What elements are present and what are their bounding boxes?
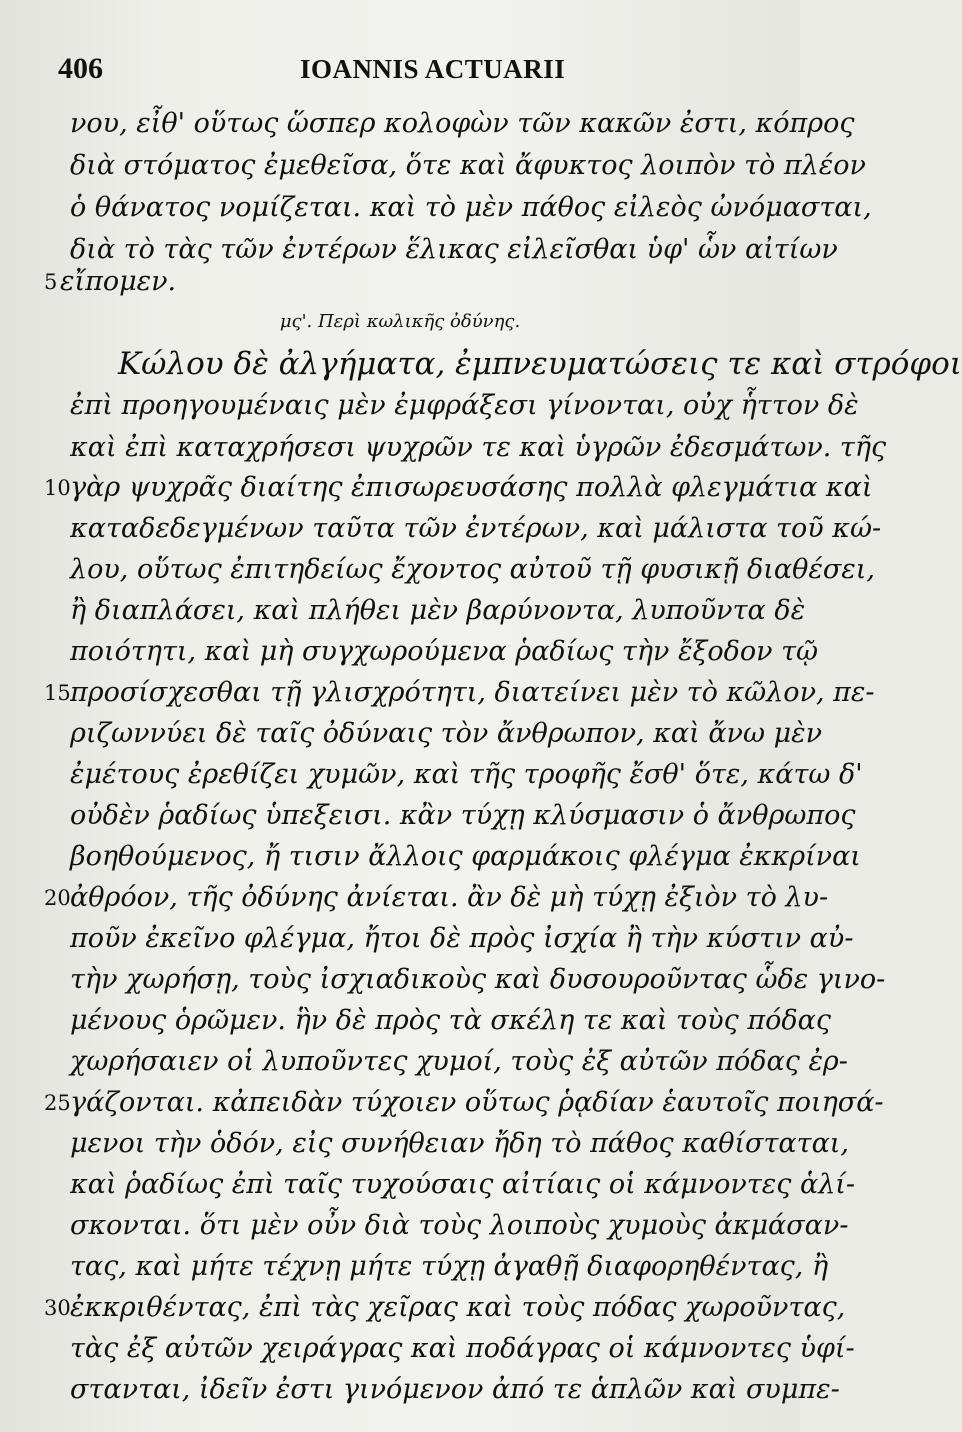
- text-line: ἐμέτους ἐρεθίζει χυμῶν, καὶ τῆς τροφῆς ἔσθ' ὅτε, κάτω δ': [70, 759, 863, 790]
- line-number: 10: [44, 476, 71, 500]
- text-line: στανται, ἰδεῖν ἐστι γινόμενον ἀπό τε ἁπλῶν καὶ συμπε-: [70, 1374, 840, 1405]
- page-number: 406: [58, 52, 103, 85]
- text-line: καταδεδεγμένων ταῦτα τῶν ἐντέρων, καὶ μάλιστα τοῦ κώ-: [70, 513, 882, 544]
- text-line: διὰ στόματος ἐμεθεῖσα, ὅτε καὶ ἄφυκτος λοιπὸν τὸ πλέον: [70, 150, 866, 181]
- text-line: τας, καὶ μήτε τέχνῃ μήτε τύχῃ ἀγαθῇ διαφορηθέντας, ἢ: [70, 1251, 829, 1282]
- text-line: εἴπομεν.: [60, 266, 177, 297]
- text-line: διὰ τὸ τὰς τῶν ἐντέρων ἕλικας εἰλεῖσθαι ὑφ' ὧν αἰτίων: [70, 234, 838, 265]
- text-line: νου, εἶθ' οὕτως ὥσπερ κολοφὼν τῶν κακῶν ἐστι, κόπρος: [70, 108, 855, 139]
- line-number: 20: [44, 886, 71, 910]
- text-line: ποιότητι, καὶ μὴ συγχωρούμενα ῥαδίως τὴν ἔξοδον τῷ: [70, 636, 819, 667]
- text-line: μενοι τὴν ὁδόν, εἰς συνήθειαν ἤδη τὸ πάθος καθίσταται,: [70, 1128, 849, 1159]
- text-line: καὶ ῥαδίως ἐπὶ ταῖς τυχούσαις αἰτίαις οἱ κάμνοντες ἁλί-: [70, 1169, 856, 1200]
- text-line: ἐπὶ προηγουμέναις μὲν ἐμφράξεσι γίνονται, οὐχ ἧττον δὲ: [70, 390, 859, 421]
- text-line: ριζωννύει δὲ ταῖς ὀδύναις τὸν ἄνθρωπον, καὶ ἄνω μὲν: [70, 718, 823, 749]
- line-number: 25: [44, 1091, 71, 1115]
- text-line: γὰρ ψυχρᾶς διαίτης ἐπισωρευσάσης πολλὰ φλεγμάτια καὶ: [70, 472, 873, 503]
- text-line: τὰς ἐξ αὐτῶν χειράγρας καὶ ποδάγρας οἱ κάμνοντες ὑφί-: [70, 1333, 855, 1364]
- running-head: IOANNIS ACTUARII: [300, 54, 566, 84]
- text-line: βοηθούμενος, ἤ τισιν ἄλλοις φαρμάκοις φλέγμα ἐκκρίναι: [70, 841, 861, 872]
- line-number: 30: [44, 1296, 71, 1320]
- text-line: καὶ ἐπὶ καταχρήσεσι ψυχρῶν τε καὶ ὑγρῶν ἐδεσμάτων. τῆς: [70, 432, 887, 463]
- text-line: οὐδὲν ῥαδίως ὑπεξεισι. κἂν τύχῃ κλύσμασιν ὁ ἄνθρωπος: [70, 800, 856, 831]
- page-header: [58, 52, 770, 92]
- text-line: ἀθρόον, τῆς ὀδύνης ἀνίεται. ἂν δὲ μὴ τύχῃ ἐξιὸν τὸ λυ-: [70, 882, 829, 913]
- text-line: ἐκκριθέντας, ἐπὶ τὰς χεῖρας καὶ τοὺς πόδας χωροῦντας,: [70, 1292, 846, 1323]
- text-line: μένους ὁρῶμεν. ἣν δὲ πρὸς τὰ σκέλη τε καὶ τοὺς πόδας: [70, 1005, 831, 1036]
- text-line: γάζονται. κἀπειδὰν τύχοιεν οὕτως ῥᾳδίαν ἑαυτοῖς ποιησά-: [70, 1087, 884, 1118]
- section-heading: μς'. Περὶ κωλικῆς ὀδύνης.: [279, 311, 521, 332]
- text-line: τὴν χωρήσῃ, τοὺς ἰσχιαδικοὺς καὶ δυσουροῦντας ὧδε γινο-: [70, 964, 886, 995]
- text-line: ποῦν ἐκεῖνο φλέγμα, ἤτοι δὲ πρὸς ἰσχία ἢ τὴν κύστιν αὐ-: [70, 923, 854, 954]
- text-line: λου, οὕτως ἐπιτηδείως ἔχοντος αὐτοῦ τῇ φυσικῇ διαθέσει,: [70, 554, 875, 585]
- text-line: σκονται. ὅτι μὲν οὖν διὰ τοὺς λοιποὺς χυμοὺς ἀκμάσαν-: [70, 1210, 849, 1241]
- line-number: 15: [44, 681, 71, 705]
- text-line: ἢ διαπλάσει, καὶ πλήθει μὲν βαρύνοντα, λυποῦντα δὲ: [70, 595, 806, 626]
- text-line: προσίσχεσθαι τῇ γλισχρότητι, διατείνει μὲν τὸ κῶλον, πε-: [70, 677, 875, 708]
- text-line: ὁ θάνατος νομίζεται. καὶ τὸ μὲν πάθος εἰλεὸς ὠνόμασται,: [70, 192, 872, 223]
- text-line: χωρήσαιεν οἱ λυποῦντες χυμοί, τοὺς ἐξ αὐτῶν πόδας ἐρ-: [70, 1046, 848, 1077]
- line-number: 5: [44, 270, 58, 294]
- text-line: Κώλου δὲ ἀλγήματα, ἐμπνευματώσεις τε καὶ στρόφοι: [118, 346, 962, 382]
